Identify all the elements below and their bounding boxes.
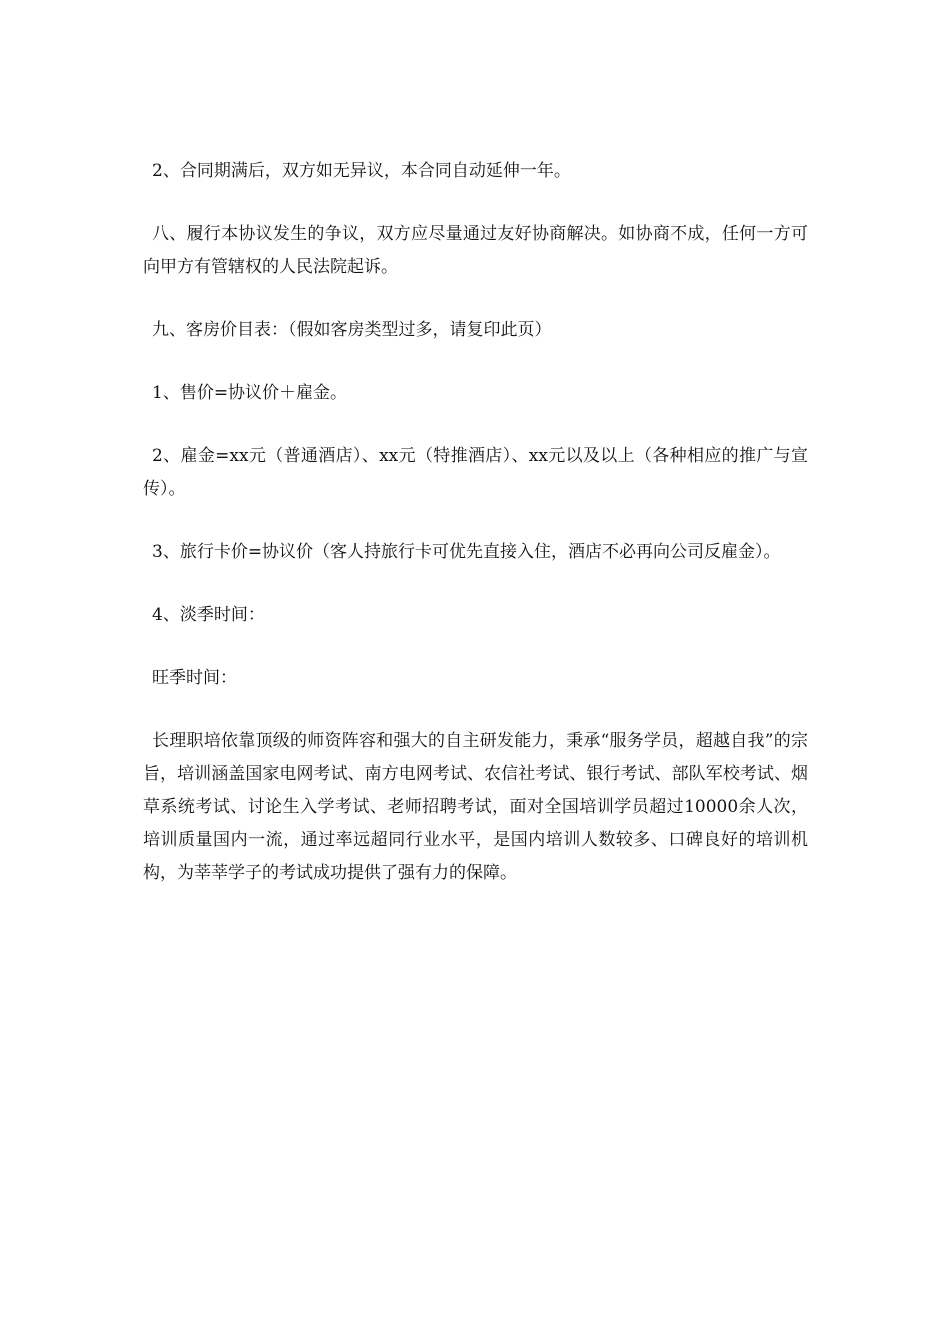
paragraph-low-season: 4、淡季时间： [152, 605, 265, 625]
paragraph-dispute-resolution: 八、履行本协议发生的争议，双方应尽量通过友好协商解决。如协商不成，任何一方可向甲方有管辖权的人民法院起诉。 [143, 224, 808, 277]
document-body [143, 155, 808, 920]
paragraph-travel-card-price: 3、旅行卡价=协议价（客人持旅行卡可优先直接入住，酒店不必再向公司反雇金）。 [152, 542, 781, 562]
paragraph-commission: 2、雇金=xx元（普通酒店）、xx元（特推酒店）、xx元以及以上（各种相应的推广与宣传）。 [143, 446, 808, 499]
paragraph-peak-season: 旺季时间： [152, 668, 237, 688]
paragraph-sale-price: 1、售价=协议价＋雇金。 [152, 383, 348, 403]
paragraph-contract-extension: 2、合同期满后，双方如无异议，本合同自动延伸一年。 [152, 161, 571, 181]
paragraph-room-price-list: 九、客房价目表：（假如客房类型过多，请复印此页） [152, 320, 552, 340]
paragraph-training-promo: 长理职培依靠顶级的师资阵容和强大的自主研发能力，秉承“服务学员，超越自我”的宗旨，培训涵盖国家电网考试、南方电网考试、农信社考试、银行考试、部队军校考试、烟草系统考试、讨论生入学考试、老师招聘考试，面对全国培训学员超过10000余人次，培训质量国内一流，通过率远超同行业水平，是国内培训人数较多、口碑良好的培训机构，为莘莘学子的考试成功提供了强有力的保障。 [143, 731, 808, 883]
